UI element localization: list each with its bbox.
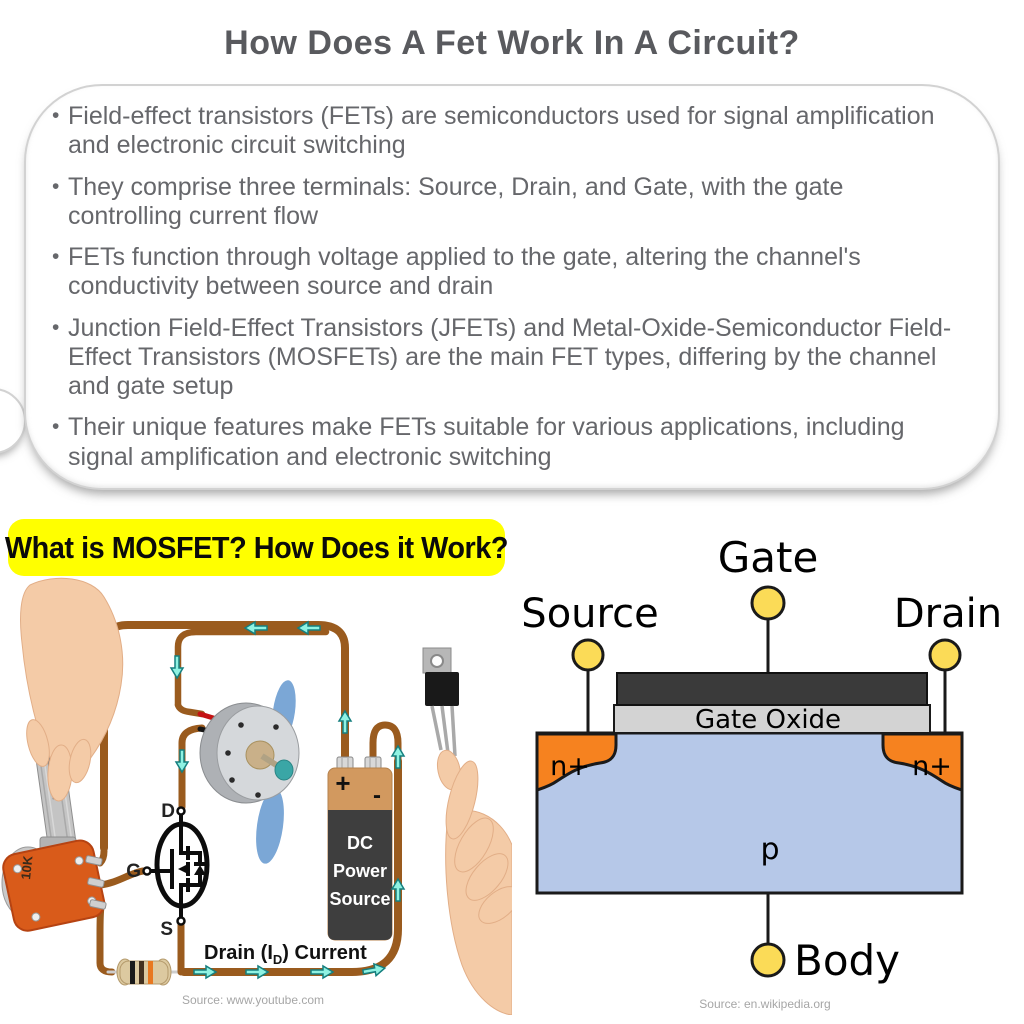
source-terminal: [573, 640, 603, 670]
source-terminal-dot: [178, 918, 185, 925]
bullet-item: • FETs function through voltage applied to the gate, altering the channel's conductivity between source and drain: [46, 243, 956, 302]
mosfet-cross-section: [512, 515, 1024, 1015]
drain-label: Drain: [893, 591, 1003, 637]
banner-title: What is MOSFET? How Does it Work?: [4, 529, 509, 565]
battery-text-line3: Source: [329, 889, 391, 909]
n-plus-right-label: n+: [912, 751, 952, 782]
bubble-tail: [0, 388, 26, 454]
dc-motor: [200, 703, 299, 803]
bullet-item: • Junction Field-Effect Transistors (JFETs) and Metal-Oxide-Semiconductor Field-Effect Transistors (MOSFETs) are the main FET types, differing by the channel and gate setup: [46, 314, 956, 402]
summary-bubble: [24, 84, 1000, 490]
gate-oxide-label: Gate Oxide: [694, 705, 842, 735]
p-substrate-label: p: [760, 832, 780, 867]
drain-terminal: [930, 640, 960, 670]
wikipedia-credit: Source: en.wikipedia.org: [699, 997, 831, 1011]
resistor: [117, 959, 171, 985]
n-plus-left-label: n+: [550, 751, 590, 782]
gate-label: G: [126, 861, 141, 882]
right-hand: [434, 748, 512, 1015]
source-label: Source: [521, 591, 659, 637]
drain-current-label: Drain $(I_D)$ Current: [204, 942, 367, 967]
drain-label: D: [161, 801, 175, 822]
battery-text-line2: Power: [332, 861, 388, 881]
gate-terminal: [752, 587, 784, 619]
battery-minus-label: -: [373, 782, 381, 809]
drain-terminal-dot: [178, 808, 185, 815]
pot-value-label: 10K: [18, 855, 36, 881]
gate-electrode: [617, 673, 927, 705]
youtube-credit: Source: www.youtube.com: [181, 993, 325, 1007]
bullet-item: • Field-effect transistors (FETs) are semiconductors used for signal amplification and electronic circuit switching: [46, 102, 956, 161]
bullet-list: [46, 102, 956, 472]
body-terminal: [752, 944, 784, 976]
body-label: Body: [794, 936, 901, 985]
mosfet-banner: [4, 519, 509, 576]
circuit-illustration: [0, 515, 512, 1015]
mosfet-symbol: [126, 801, 207, 940]
page-title: How Does A Fet Work In A Circuit?: [224, 24, 800, 62]
battery: [328, 757, 392, 940]
to220-transistor: [423, 648, 459, 756]
source-label: S: [160, 919, 173, 940]
battery-plus-label: +: [335, 768, 351, 798]
gate-terminal-dot: [144, 868, 151, 875]
gate-label: Gate: [717, 533, 819, 582]
battery-text-line1: DC: [347, 833, 373, 853]
bullet-item: • They comprise three terminals: Source, Drain, and Gate, with the gate controlling current flow: [46, 173, 956, 232]
bullet-item: • Their unique features make FETs suitable for various applications, including signal amplification and electronic switching: [46, 413, 956, 472]
